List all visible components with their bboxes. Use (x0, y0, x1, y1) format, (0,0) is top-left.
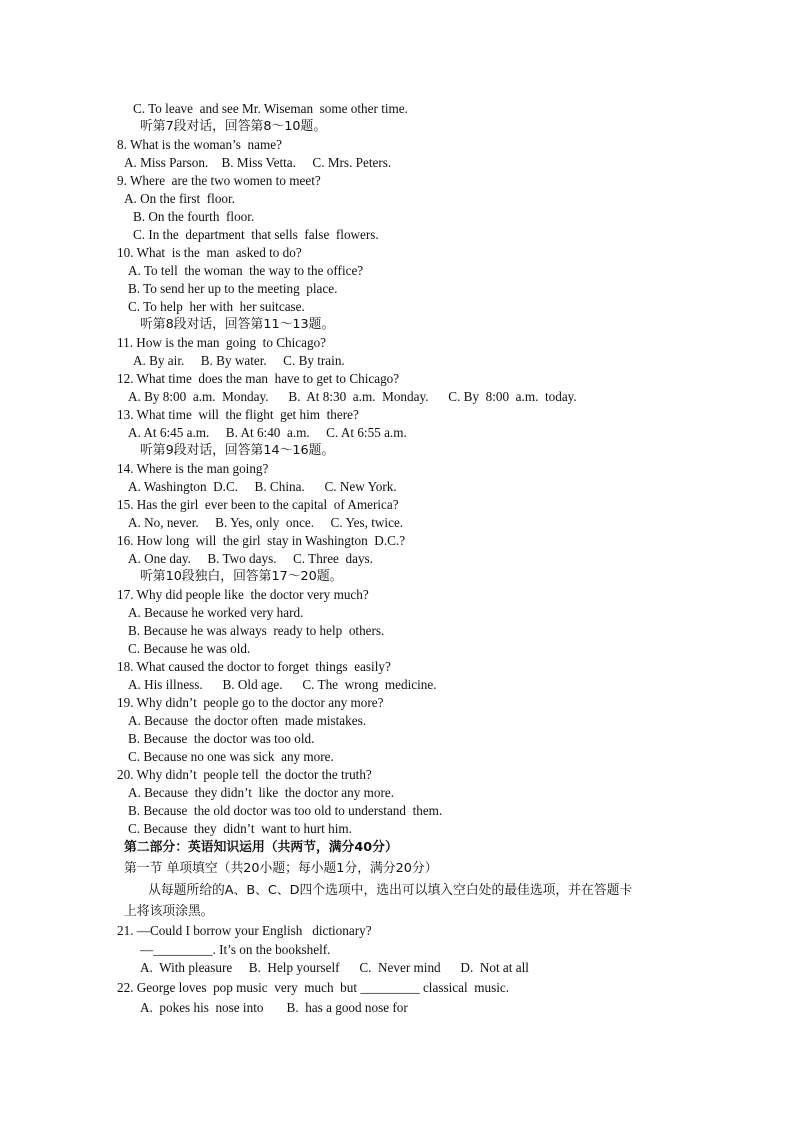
text-line: 8. What is the woman’s name? (117, 137, 282, 152)
text-line: C. Because they didn’t want to hurt him. (128, 821, 352, 836)
text-line: A. No, never. B. Yes, only once. C. Yes, twice. (128, 515, 404, 530)
text-line: 19. Why didn’t people go to the doctor any more? (117, 695, 384, 710)
text-line: 17. Why did people like the doctor very much? (117, 587, 369, 602)
text-line: B. Because the old doctor was too old to understand them. (128, 803, 443, 818)
text-line: 10. What is the man asked to do? (117, 245, 302, 260)
text-line: B. On the fourth floor. (133, 209, 255, 224)
text-line: 第二部分：英语知识运用（共两节，满分40分） (124, 840, 398, 855)
text-line: 20. Why didn’t people tell the doctor the truth? (117, 767, 372, 782)
text-line: 16. How long will the girl stay in Washington D.C.? (117, 533, 406, 548)
text-line: A. Because he worked very hard. (128, 605, 304, 620)
text-line: 听第7段对话，回答第8～10题。 (140, 119, 327, 134)
text-line: 13. What time will the flight get him there? (117, 407, 359, 422)
text-line: C. To help her with her suitcase. (128, 299, 305, 314)
text-line: A. His illness. B. Old age. C. The wrong medicine. (128, 677, 437, 692)
text-line: 上将该项涂黑。 (124, 904, 214, 919)
text-line: 14. Where is the man going? (117, 461, 269, 476)
text-line: 听第10段独白，回答第17～20题。 (140, 569, 343, 584)
text-line: 21. —Could I borrow your English dictionary? (117, 923, 372, 938)
text-line: A. Because the doctor often made mistakes. (128, 713, 367, 728)
text-line: A. To tell the woman the way to the office? (128, 263, 364, 278)
text-line: 15. Has the girl ever been to the capital of America? (117, 497, 399, 512)
text-line: A. Because they didn’t like the doctor any more. (128, 785, 394, 800)
text-line: A. One day. B. Two days. C. Three days. (128, 551, 373, 566)
text-line: A. On the first floor. (124, 191, 235, 206)
text-line: 听第9段对话，回答第14～16题。 (140, 443, 335, 458)
text-line: 第一节 单项填空（共20小题；每小题1分，满分20分） (124, 861, 438, 876)
text-line: 12. What time does the man have to get to Chicago? (117, 371, 400, 386)
text-line: C. Because no one was sick any more. (128, 749, 334, 764)
text-line: A. By air. B. By water. C. By train. (133, 353, 345, 368)
text-line: A. At 6:45 a.m. B. At 6:40 a.m. C. At 6:55 a.m. (128, 425, 407, 440)
text-line: 11. How is the man going to Chicago? (117, 335, 327, 350)
text-line: A. pokes his nose into B. has a good nose for (140, 1000, 408, 1015)
text-line: 9. Where are the two women to meet? (117, 173, 321, 188)
text-line: 18. What caused the doctor to forget things easily? (117, 659, 391, 674)
text-line: —_________. It’s on the bookshelf. (140, 942, 331, 957)
text-line: A. Miss Parson. B. Miss Vetta. C. Mrs. Peters. (124, 155, 392, 170)
text-line: B. Because the doctor was too old. (128, 731, 315, 746)
text-line: C. In the department that sells false flowers. (133, 227, 379, 242)
text-line: 22. George loves pop music very much but _________ classical music. (117, 980, 510, 995)
text-line: C. To leave and see Mr. Wiseman some other time. (133, 101, 408, 116)
text-line: A. Washington D.C. B. China. C. New York. (128, 479, 397, 494)
text-line: B. To send her up to the meeting place. (128, 281, 338, 296)
text-line: 听第8段对话，回答第11～13题。 (140, 317, 335, 332)
text-line: C. Because he was old. (128, 641, 251, 656)
text-line: A. By 8:00 a.m. Monday. B. At 8:30 a.m. Monday. C. By 8:00 a.m. today. (128, 389, 577, 404)
text-line: 从每题所给的A、B、C、D四个选项中，选出可以填入空白处的最佳选项，并在答题卡 (148, 883, 633, 898)
text-line: B. Because he was always ready to help others. (128, 623, 385, 638)
text-line: A. With pleasure B. Help yourself C. Never mind D. Not at all (140, 960, 529, 975)
